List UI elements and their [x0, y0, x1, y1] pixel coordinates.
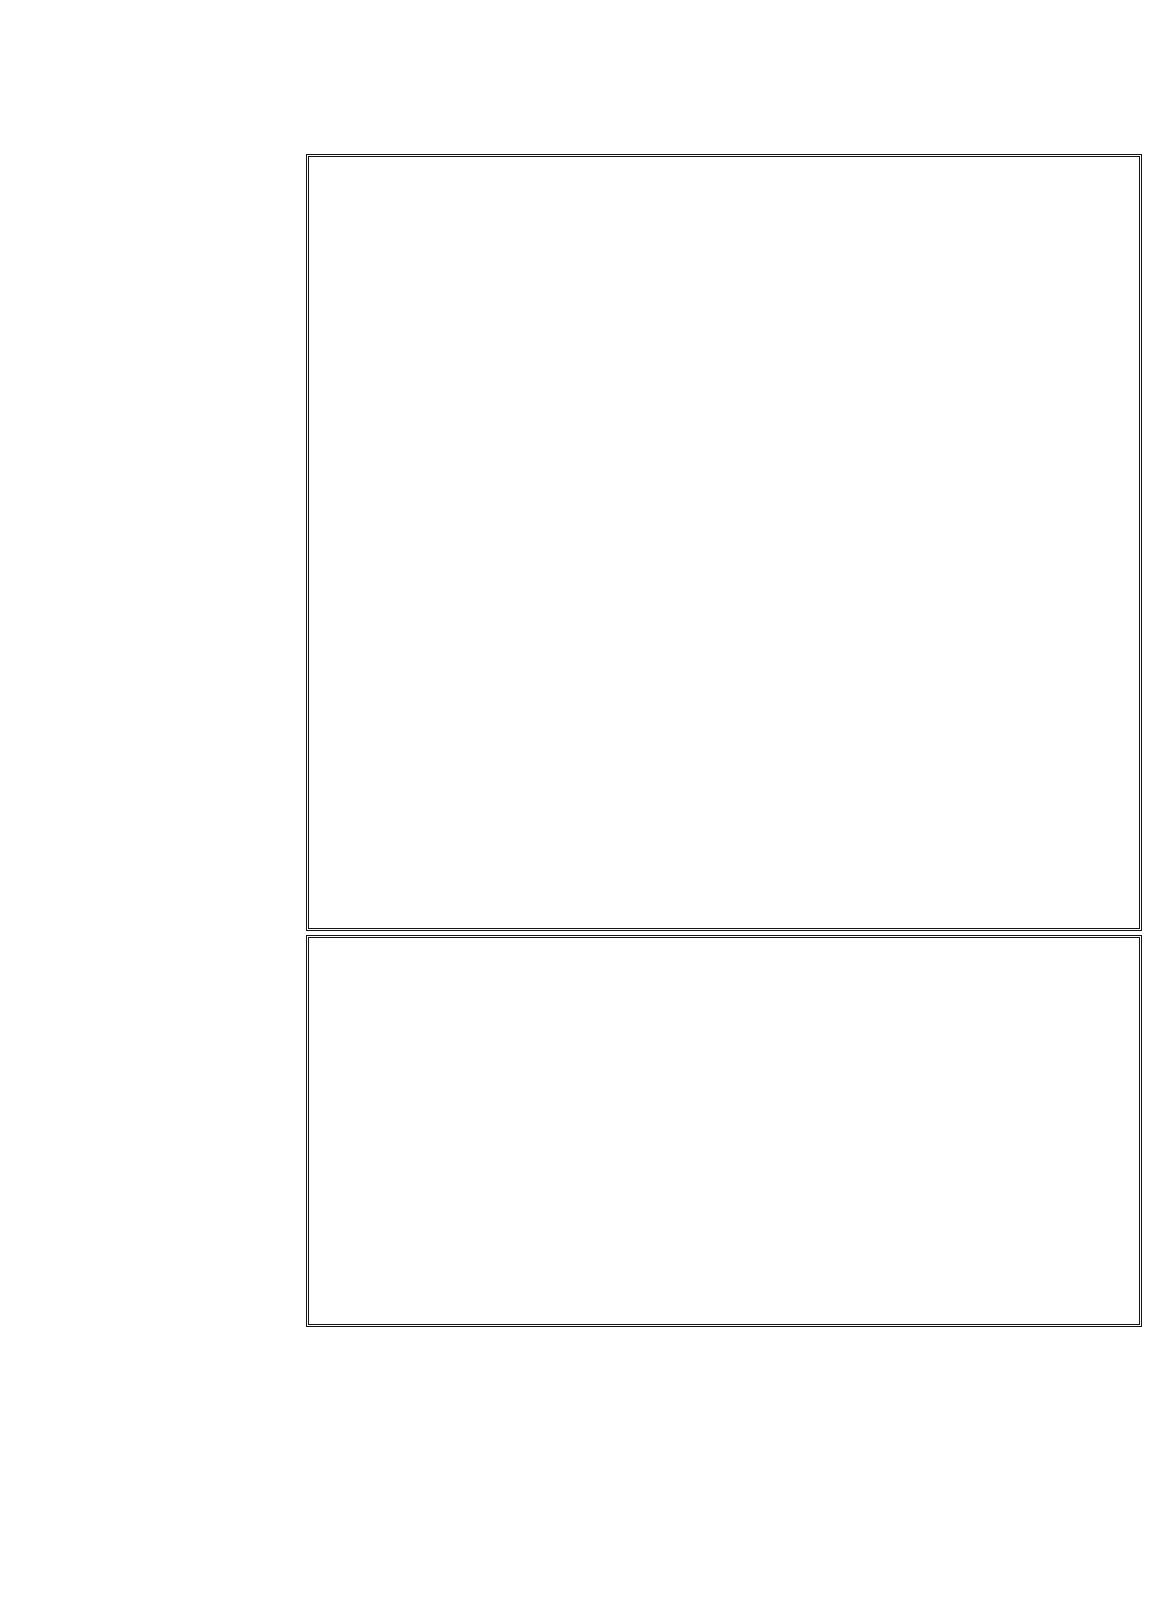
lower-commentary-box	[306, 935, 1142, 1327]
upper-commentary-box	[306, 154, 1142, 931]
